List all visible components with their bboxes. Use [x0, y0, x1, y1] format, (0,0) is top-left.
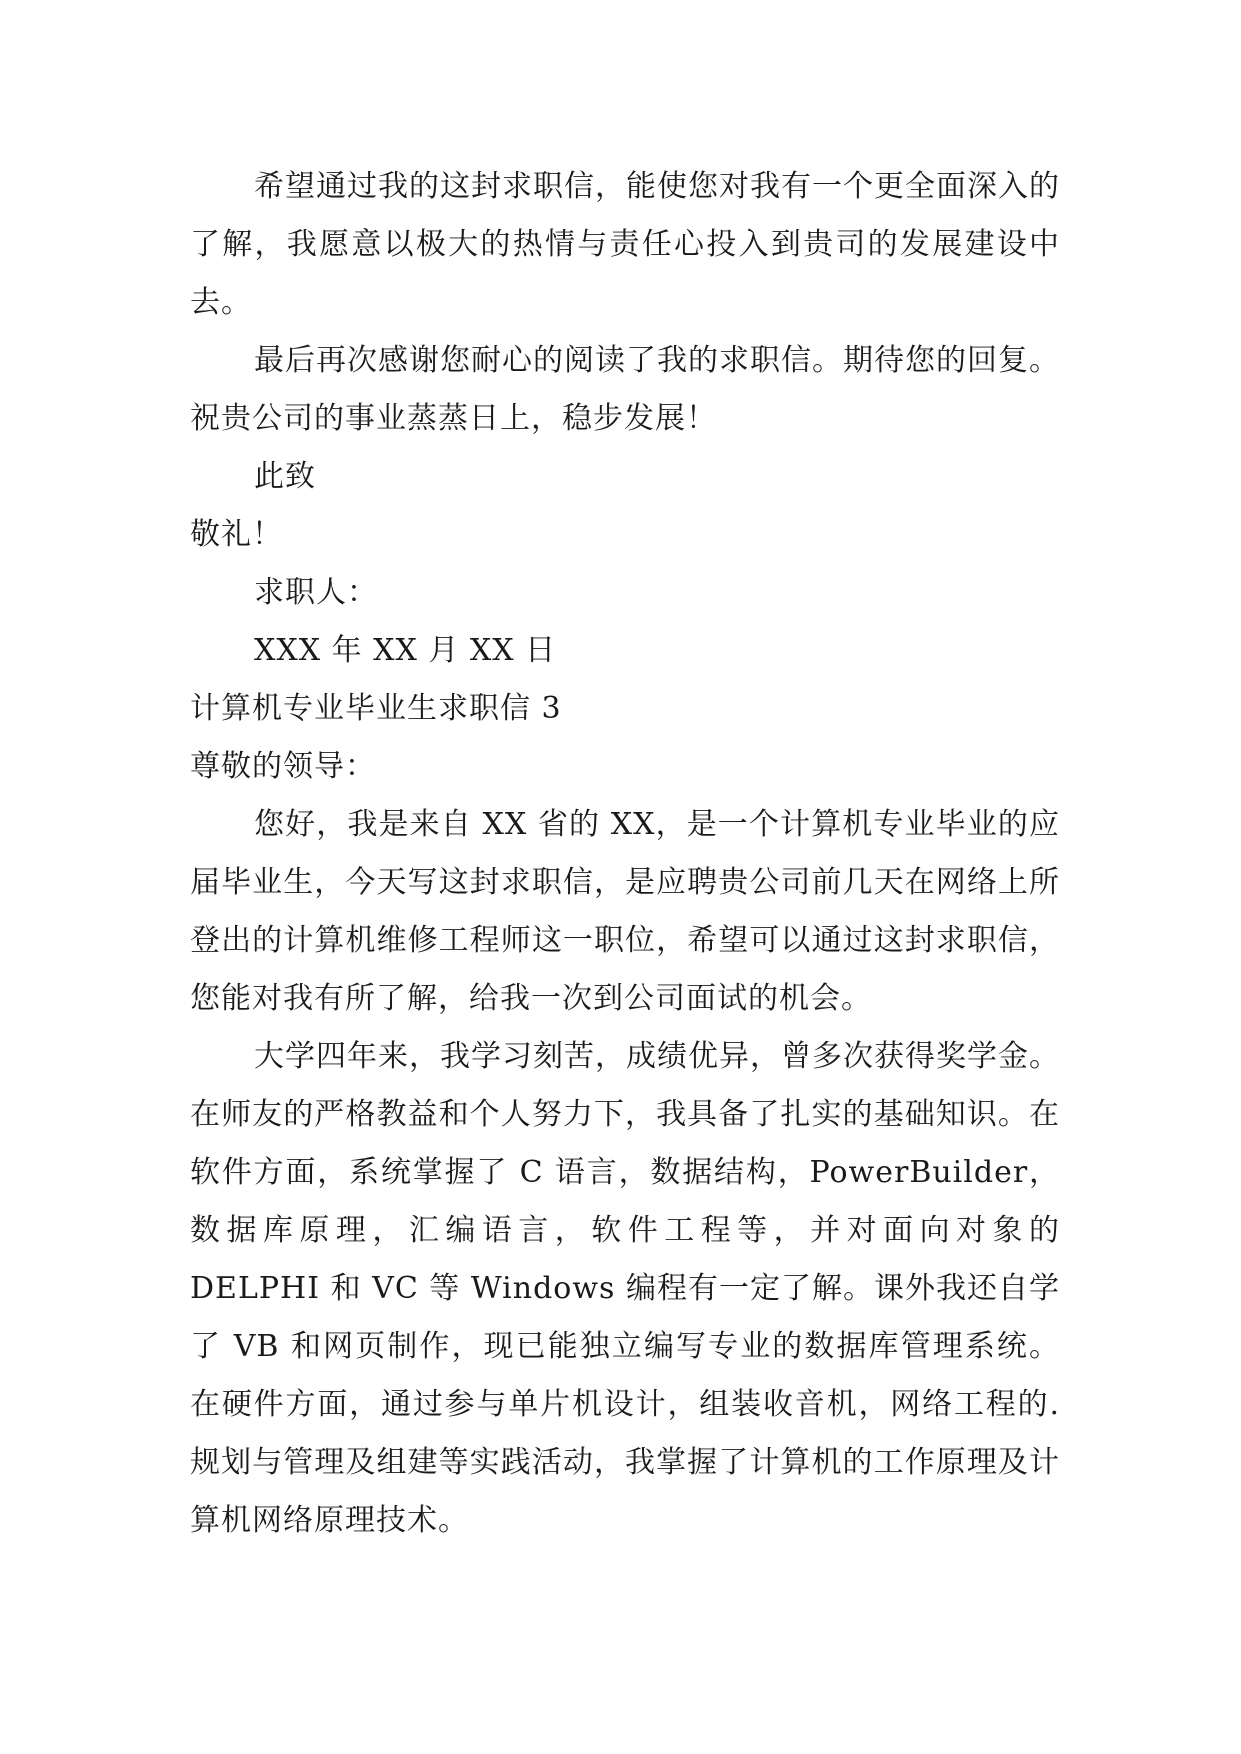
salutation-cizhi: 此致 — [254, 459, 316, 494]
letter-date: XXX 年 XX 月 XX 日 — [254, 633, 557, 668]
section-title: 计算机专业毕业生求职信 3 — [190, 691, 562, 726]
letter-body — [190, 158, 1060, 1550]
applicant-signature: 求职人： — [254, 575, 378, 610]
paragraph-closing-hope: 希望通过我的这封求职信，能使您对我有一个更全面深入的了解，我愿意以极大的热情与责任心投入到贵司的发展建设中去。 — [190, 169, 1060, 320]
paragraph-thanks: 最后再次感谢您耐心的阅读了我的求职信。期待您的回复。祝贵公司的事业蒸蒸日上，稳步发展！ — [190, 343, 1060, 436]
paragraph-education-skills: 大学四年来，我学习刻苦，成绩优异，曾多次获得奖学金。在师友的严格教益和个人努力下，我具备了扎实的基础知识。在软件方面，系统掌握了 C 语言，数据结构，PowerBuilder，数据库原理，汇编语言，软件工程等，并对面向对象的 DELPHI 和 VC 等 Windows 编程有一定了解。课外我还自学了 VB 和网页制作，现已能独立编写专业的数据库管理系统。在硬件方面，通过参与单片机设计，组装收音机，网络工程的.规划与管理及组建等实践活动，我掌握了计算机的工作原理及计算机网络原理技术。 — [190, 1039, 1060, 1538]
paragraph-introduction: 您好，我是来自 XX 省的 XX，是一个计算机专业毕业的应届毕业生，今天写这封求职信，是应聘贵公司前几天在网络上所登出的计算机维修工程师这一职位，希望可以通过这封求职信，您能对我有所了解，给我一次到公司面试的机会。 — [190, 807, 1060, 1016]
salutation-jingli: 敬礼！ — [190, 517, 283, 552]
greeting: 尊敬的领导： — [190, 749, 376, 784]
